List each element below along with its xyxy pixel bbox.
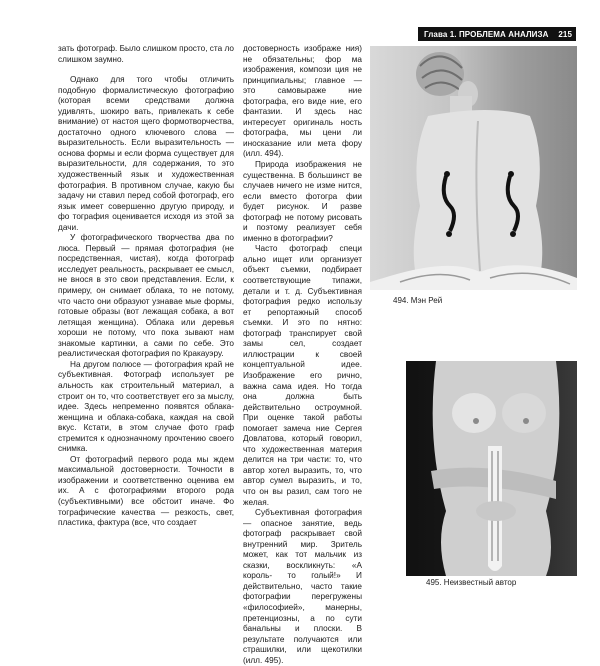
text-column-left [58,44,234,529]
paragraph: На другом полюсе — фотография край не субъективная. Фотограф использует ре альность как строительный материал, а строит он то, что соответствует его за мыслу, идее. Здесь непременно появятся облака-женщина и облака-собака, каждая на свой вкус. Кстати, в этом случае фото граф стремится к однозначному прочтению своего снимка. [58,359,234,454]
chapter-title: Глава 1. ПРОБЛЕМА АНАЛИЗА [424,29,549,39]
photo-494-image [370,46,577,290]
figure-caption: 495. Неизвестный автор [426,578,517,587]
photo-495 [406,361,577,576]
paragraph: Однако для того чтобы отличить подобную формалистическую фотографию (которая всеми средствами должна удивлять, шокиро вать, привлекать к себе внимание) от настоя щего формотворчества, достаточно одного ключевого слова — выразительность. Если выразительность — основа формы и если форма существует для выразительности, для содержания, то это художественный язык и художественная фотография. В противном случае, какую бы задачу ни ставил перед собой фотограф, его язык имеет совершенно другую природу, и фо тография оценивается исходя из этой за дачи. [58,75,234,232]
page-number: 215 [558,29,572,39]
paragraph: Часто фотограф специ ально ищет или организует объект съемки, подбирает соответствующие типажи, детали и т. д. Субъективная фотография редко использу ет репортажный способ съемки. И это по нятно: фотограф транспирует свой замы сел, создает иллюстрации к своей концептуальной идее. Изображение его рично, важна сама идея. Но тогда она должна быть действительно остроумной. При оценке такой работы помогает замеча ние Сергея Довлатова, который говорил, что художественная материя делится на три части: то, что автор хотел выразить, то, что автор сумел выразить, и то, что он вы разил, сам того не желая. [243,244,362,507]
running-header [418,27,576,41]
paragraph: Природа изображения не существенна. В большинст ве случаев ничего не изме нится, если вместо фотогра фии будет рисунок. И разве фотограф не потому рисовать и поэтому реализует себя именно в фотографии? [243,160,362,243]
paragraph: зать фотограф. Было слишком просто, ста ло слишком заумно. [58,44,234,64]
paragraph: Субъективная фотография — опасное занятие, ведь фотограф раскрывает свой внутренний мир. Зритель может, как тот мальчик из сказки, воскликнуть: «А король- то голый!» И действительно, часто такие фотографии перегружены «философией», манерны, претенциозны, а по сути банальны и плоски. В результате получаются или страшилки, или щекотилки (илл. 495). [243,508,362,665]
text-column-middle [243,44,362,666]
photo-494 [370,46,577,290]
paragraph: От фотографий первого рода мы ждем максимальной достоверности. Точности в изображении и соответственно оценива ем их. А с фотографиями второго рода (субъективными) все обстоит иначе. Фо тографические качества — резкость, свет, пластика, фактура (все, что создает [58,454,234,528]
paragraph: У фотографического творчества два по люса. Первый — прямая фотография (не посредственная, чистая), когда фотограф исследует реальность, раскрывает ее смысл, не внося в это свои представления. Если, к примеру, он снимает облака, то не потому, что часто они образуют узнавае мые формы, готовые образы (вот лежащая собака, а вот летящая женщина). Облака или деревья хороши не потому, что пока зывают нам знакомые картинки, а сами по себе. Это реалистическая фотография по Кракауэру. [58,233,234,359]
photo-495-image [406,361,577,576]
paragraph: достоверность изображе ния) не обязательны; фор ма изображения, компози ция не принципиальны; главное — это самовыраже ние фотографа, его виде ние, его фантазии. И здесь нас интересует оригиналь ность фотографа, мы цени ли иносказание или мета фору (илл. 494). [243,44,362,159]
figure-caption: 494. Мэн Рей [393,296,443,305]
